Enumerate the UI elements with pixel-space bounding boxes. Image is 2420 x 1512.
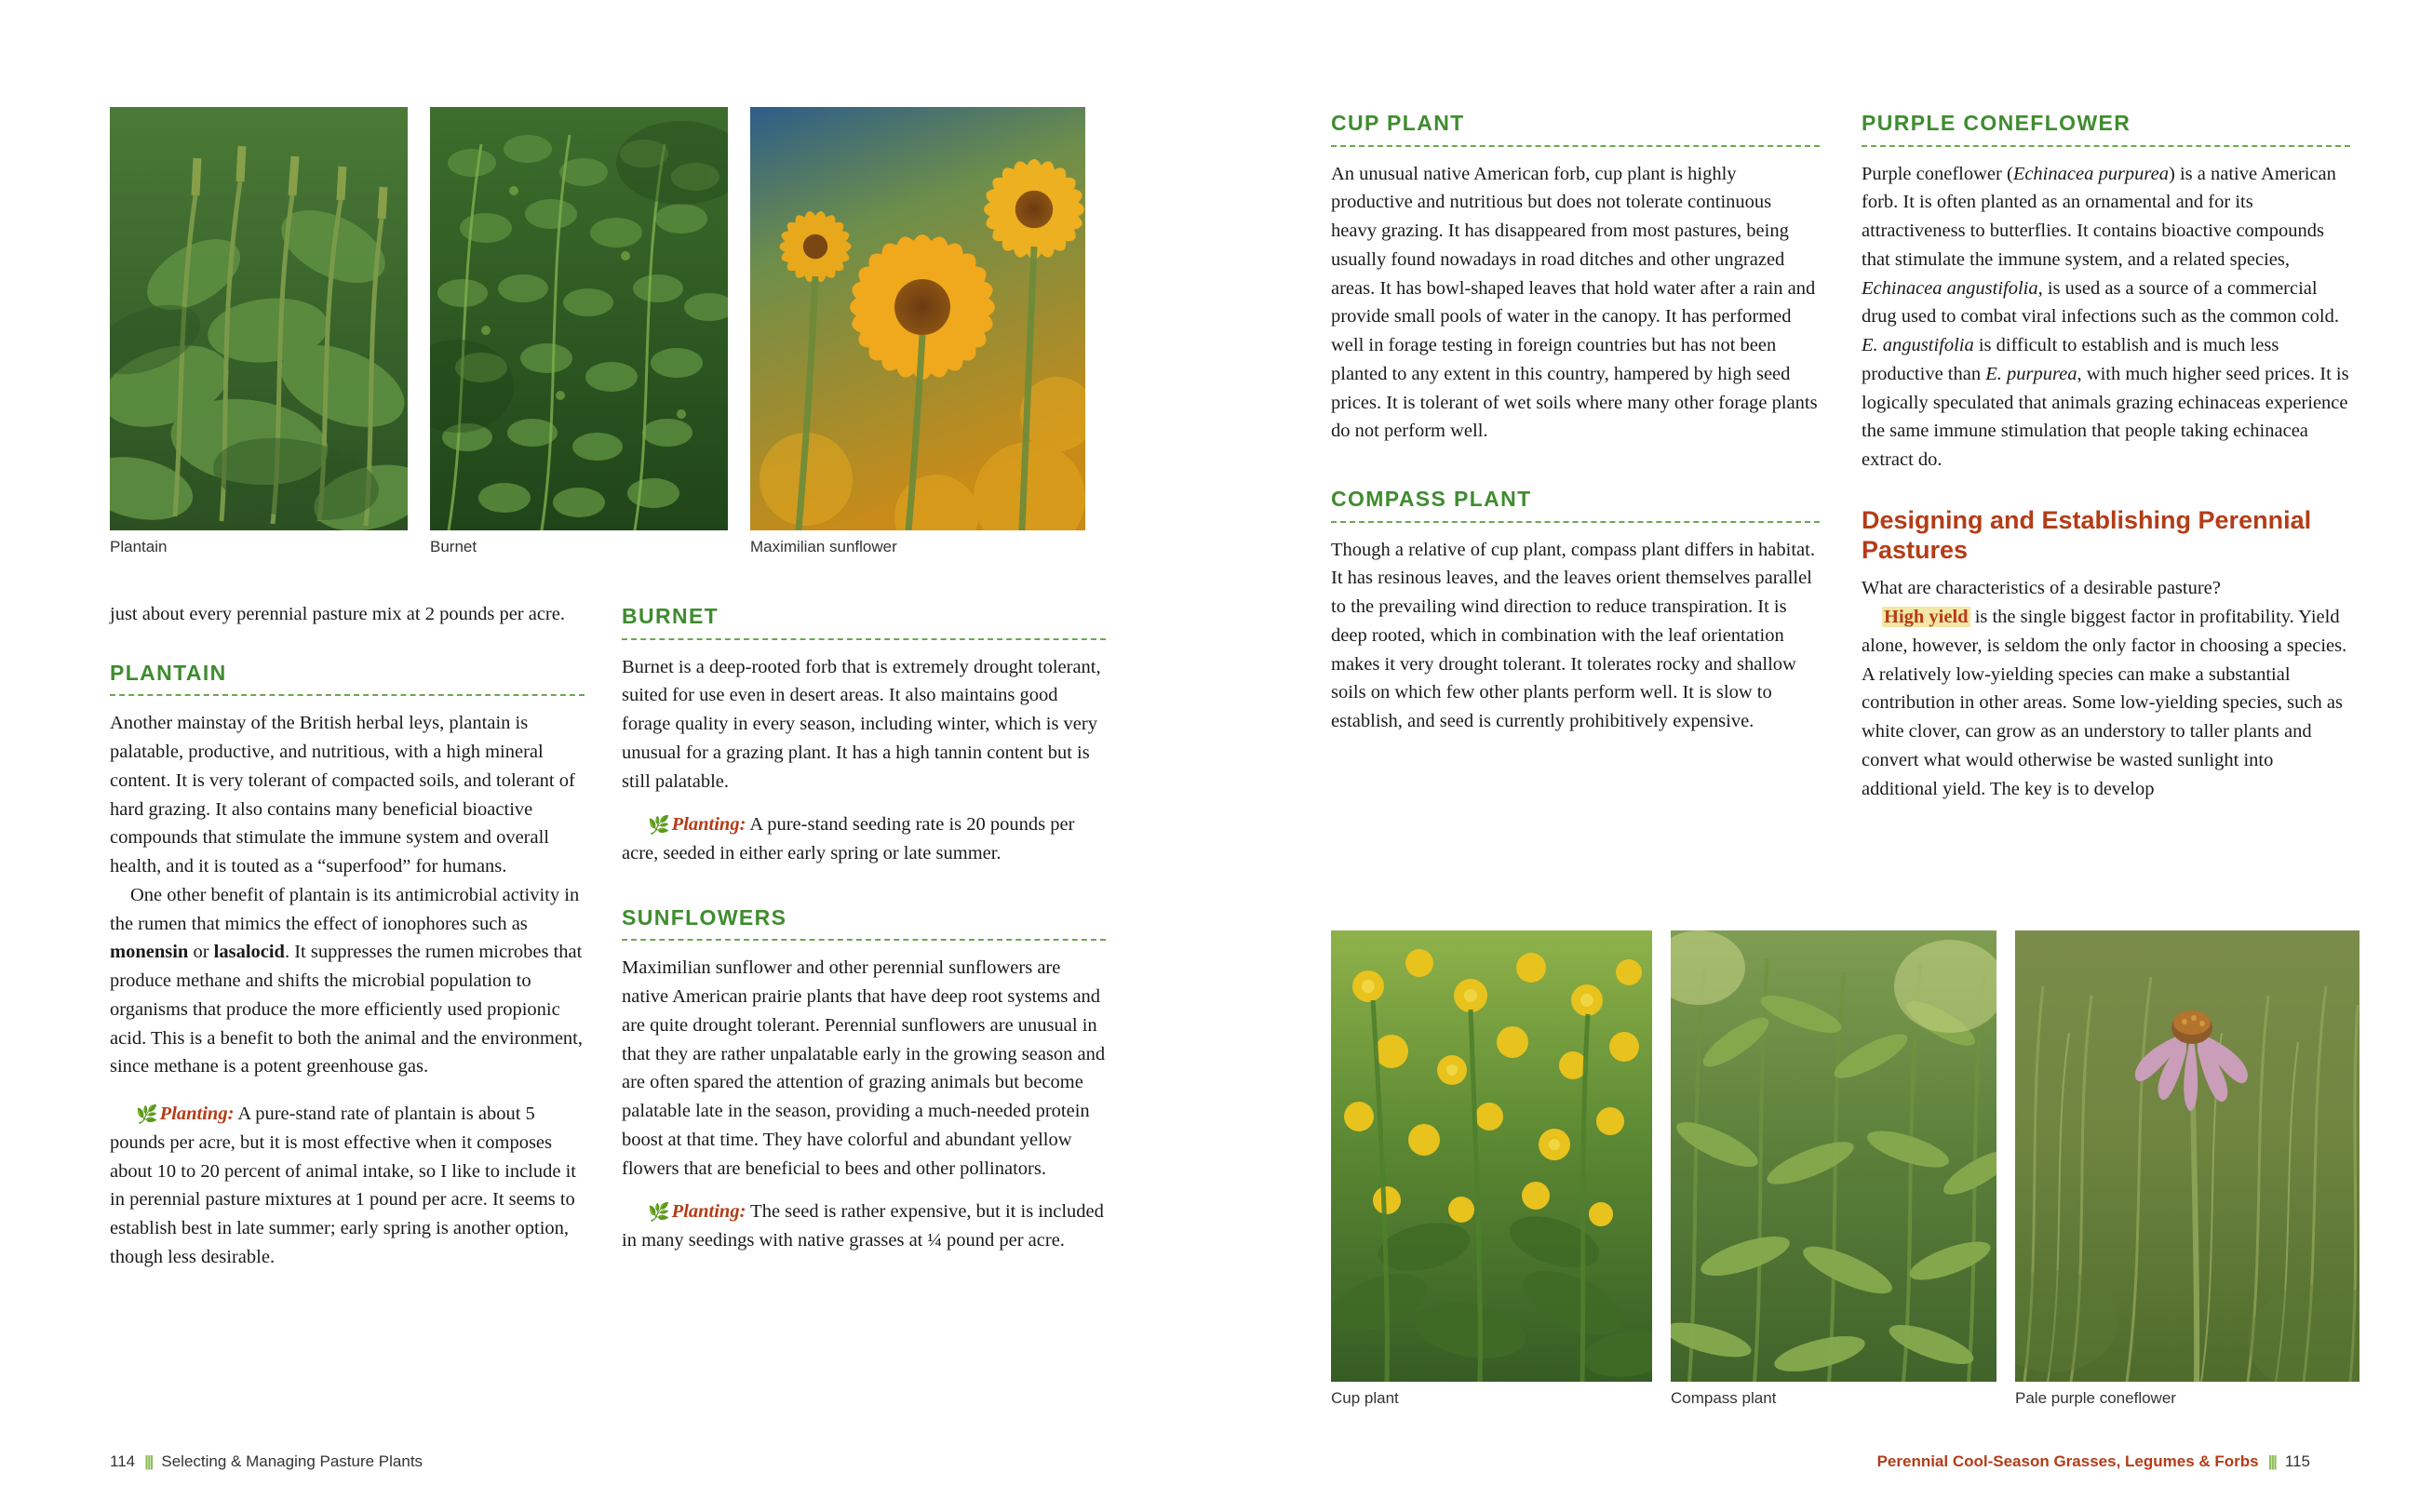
left-page-footer — [110, 1452, 423, 1471]
right-page-number: 115 — [2284, 1452, 2310, 1470]
footer-bars-icon: ||| — [144, 1452, 153, 1470]
plantain-dash-divider — [110, 694, 585, 696]
sunflowers-paragraph: Maximilian sunflower and other perennial sunflowers are native American prairie plants that have deep root systems and are quite drought tolerant. Perennial sunflowers are unusual in that they are rather unpalatable early in the growing season and are often spared the attention of grazing animals but become palatable late in the season, providing a much-needed protein boost at that time. They have colorful and abundant yellow flowers that are beneficial to bees and other pollinators. — [622, 957, 1106, 1179]
right-page — [1210, 0, 2420, 1512]
maximilian-sunflower-photo — [750, 107, 1085, 530]
compass-plant-photo-block — [1671, 930, 1996, 1408]
pale-purple-coneflower-photo-art — [2015, 930, 2360, 1382]
designing-heading: Designing and Establishing Perennial Pastures — [1862, 505, 2312, 564]
plantain-p2-middle: or — [188, 942, 214, 963]
sunflowers-heading: SUNFLOWERS — [622, 904, 787, 930]
left-column-two — [622, 600, 1106, 1255]
sunflower-photo-block — [750, 107, 1085, 556]
planting-text-sunflowers: The seed is rather expensive, but it is included in many seedings with native grasses at ¼ pound per acre. — [622, 1201, 1104, 1251]
burnet-dash-divider — [622, 638, 1106, 640]
left-column-one — [110, 600, 585, 1272]
left-page-number: 114 — [110, 1452, 136, 1470]
pc-part-b: ) is a native American forb. It is often planted as an ornamental and for its attractiveness to butterflies. It contains bioactive compounds that stimulate the immune system, and a related species, — [1862, 163, 2336, 270]
burnet-paragraph: Burnet is a deep-rooted forb that is extremely drought tolerant, suited for use even in desert areas. It also maintains good forage quality in every season, including winter, which is very unusual for a grazing plant. It has a high tannin content but is still palatable. — [622, 656, 1101, 792]
compass-plant-photo-art — [1671, 930, 1996, 1382]
burnet-photo — [430, 107, 728, 530]
plantain-caption: Plantain — [110, 538, 168, 555]
compass-plant-paragraph: Though a relative of cup plant, compass plant differs in habitat. It has resinous leaves, and the leaves orient themselves parallel to the prevailing wind direction to reduce transpiration. It is deep rooted, which in combination with the leaf orientation makes it very drought tolerant. It tolerates rocky and shallow soils on which few other plants perform well. It is slow to establish, and seed is currently prohibitively expensive. — [1331, 539, 1815, 731]
echinacea-purpurea-latin: Echinacea purpurea — [2012, 163, 2169, 184]
high-yield-highlight: High yield — [1884, 607, 1969, 628]
designing-intro: What are characteristics of a desirable pasture? — [1862, 578, 2221, 599]
pc-part-e: , with much higher seed prices. It is logically speculated that animals grazing echinaceas experience the same immune stimulation that people taking echinacea extract do. — [1862, 363, 2349, 470]
pc-part-d: is difficult to establish and is much less productive than — [1862, 335, 2279, 384]
burnet-photo-art — [430, 107, 728, 530]
leaf-icon: 🌿 — [136, 1105, 158, 1125]
right-photo-row — [1331, 930, 2360, 1408]
plantain-p2-after: . It suppresses the rumen microbes that produce methane and shifts the microbial population to organisms that produce the more efficiently used propionic acid. This is a benefit to both the animal and the environment, since methane is a potent greenhouse gas. — [110, 942, 584, 1077]
leaf-icon: 🌿 — [648, 816, 670, 836]
lasalocid-term: lasalocid — [213, 942, 285, 963]
cup-plant-photo — [1331, 930, 1652, 1382]
burnet-photo-block — [430, 107, 728, 556]
plantain-photo — [110, 107, 408, 530]
maximilian-sunflower-caption: Maximilian sunflower — [750, 538, 897, 555]
left-photo-row — [110, 107, 1085, 556]
cup-plant-photo-block — [1331, 930, 1652, 1408]
planting-label-sunflowers: Planting: — [671, 1201, 746, 1223]
monensin-term: monensin — [110, 942, 189, 963]
plantain-photo-block — [110, 107, 408, 556]
burnet-planting-paragraph — [622, 810, 1106, 868]
e-angustifolia-latin: E. angustifolia — [1862, 335, 1974, 355]
plantain-paragraph-2 — [110, 881, 585, 1081]
pale-purple-coneflower-caption: Pale purple coneflower — [2015, 1389, 2176, 1407]
sunflowers-planting-paragraph — [622, 1198, 1106, 1255]
plantain-paragraph-1: Another mainstay of the British herbal leys, plantain is palatable, productive, and nutritious, with a high mineral content. It is very tolerant of compacted soils, and tolerant of hard grazing. It also contains many beneficial bioactive compounds that stimulate the immune system and overall health, and it is touted as a “superfood” for humans. — [110, 713, 575, 876]
compass-plant-heading: COMPASS PLANT — [1331, 487, 1532, 511]
cup-plant-paragraph: An unusual native American forb, cup plant is highly productive and nutritious but does not tolerate continuous heavy grazing. It has disappeared from most pastures, being usually found nowadays in road ditches and other ungrazed areas. It has bowl-shaped leaves that hold water after a rain and provide small pools of water in the canopy. It has performed well in forage testing in foreign countries but has not been planted to any extent in this country, hampered by high seed prices. It is tolerant of wet soils where many other forage plants do not perform well. — [1331, 163, 1818, 442]
right-page-footer — [1877, 1452, 2310, 1471]
compass-plant-caption: Compass plant — [1671, 1389, 1777, 1407]
compass-plant-photo — [1671, 930, 1996, 1382]
pc-part-a: Purple coneflower ( — [1862, 163, 2013, 184]
plantain-heading: PLANTAIN — [110, 660, 227, 685]
right-column-two — [1862, 107, 2350, 803]
leaf-icon: 🌿 — [648, 1203, 670, 1224]
carryover-paragraph: just about every perennial pasture mix at 2 pounds per acre. — [110, 604, 565, 624]
right-footer-text: Perennial Cool-Season Grasses, Legumes & Forbs — [1876, 1452, 2259, 1470]
right-column-one — [1331, 107, 1820, 736]
planting-text-burnet: A pure-stand seeding rate is 20 pounds per acre, seeded in either early spring or late summer. — [622, 814, 1075, 863]
pc-part-c: , is used as a source of a commercial drug used to combat viral infections such as the common cold. — [1862, 277, 2339, 328]
burnet-heading: BURNET — [622, 604, 719, 628]
planting-label-burnet: Planting: — [671, 814, 746, 836]
e-purpurea-latin: E. purpurea — [1985, 363, 2077, 384]
sunflowers-dash-divider — [622, 939, 1106, 941]
purple-coneflower-paragraph — [1862, 160, 2350, 475]
cup-plant-dash-divider — [1331, 145, 1820, 147]
cup-plant-photo-art — [1331, 930, 1652, 1382]
purple-coneflower-dash-divider — [1862, 145, 2350, 147]
designing-body-text: is the single biggest factor in profitability. Yield alone, however, is seldom the only factor in choosing a species. A relatively low-yielding species can make a substantial contribution in other areas. Some low-yielding species, such as white clover, can grow as an understory to taller plants and convert what would otherwise be wasted sunlight into additional yield. The key is to develop — [1862, 607, 2347, 799]
pale-purple-coneflower-photo-block — [2015, 930, 2360, 1408]
designing-body-paragraph — [1862, 603, 2350, 803]
purple-coneflower-heading: PURPLE CONEFLOWER — [1862, 111, 2131, 135]
plantain-planting-paragraph — [110, 1100, 585, 1272]
plantain-photo-art — [110, 107, 408, 530]
left-footer-text: Selecting & Managing Pasture Plants — [161, 1452, 424, 1470]
planting-text-plantain: A pure-stand rate of plantain is about 5 pounds per acre, but it is most effective when it composes about 10 to 20 percent of animal intake, so I like to include it in perennial pasture mixtures at 1 pound per acre. It seems to establish best in late summer; early spring is another option, though less desirable. — [110, 1104, 576, 1267]
cup-plant-caption: Cup plant — [1331, 1389, 1399, 1407]
burnet-caption: Burnet — [430, 538, 477, 555]
compass-plant-dash-divider — [1331, 521, 1820, 523]
echinacea-angustifolia-latin: Echinacea angustifolia — [1862, 277, 2038, 299]
pale-purple-coneflower-photo — [2015, 930, 2360, 1382]
footer-bars-icon: ||| — [2267, 1452, 2276, 1470]
plantain-p2-before: One other benefit of plantain is its antimicrobial activity in the rumen that mimics the effect of ionophores such as — [110, 884, 580, 934]
maximilian-sunflower-photo-art — [750, 107, 1085, 530]
planting-label-plantain: Planting: — [159, 1104, 235, 1124]
cup-plant-heading: CUP PLANT — [1331, 111, 1465, 135]
